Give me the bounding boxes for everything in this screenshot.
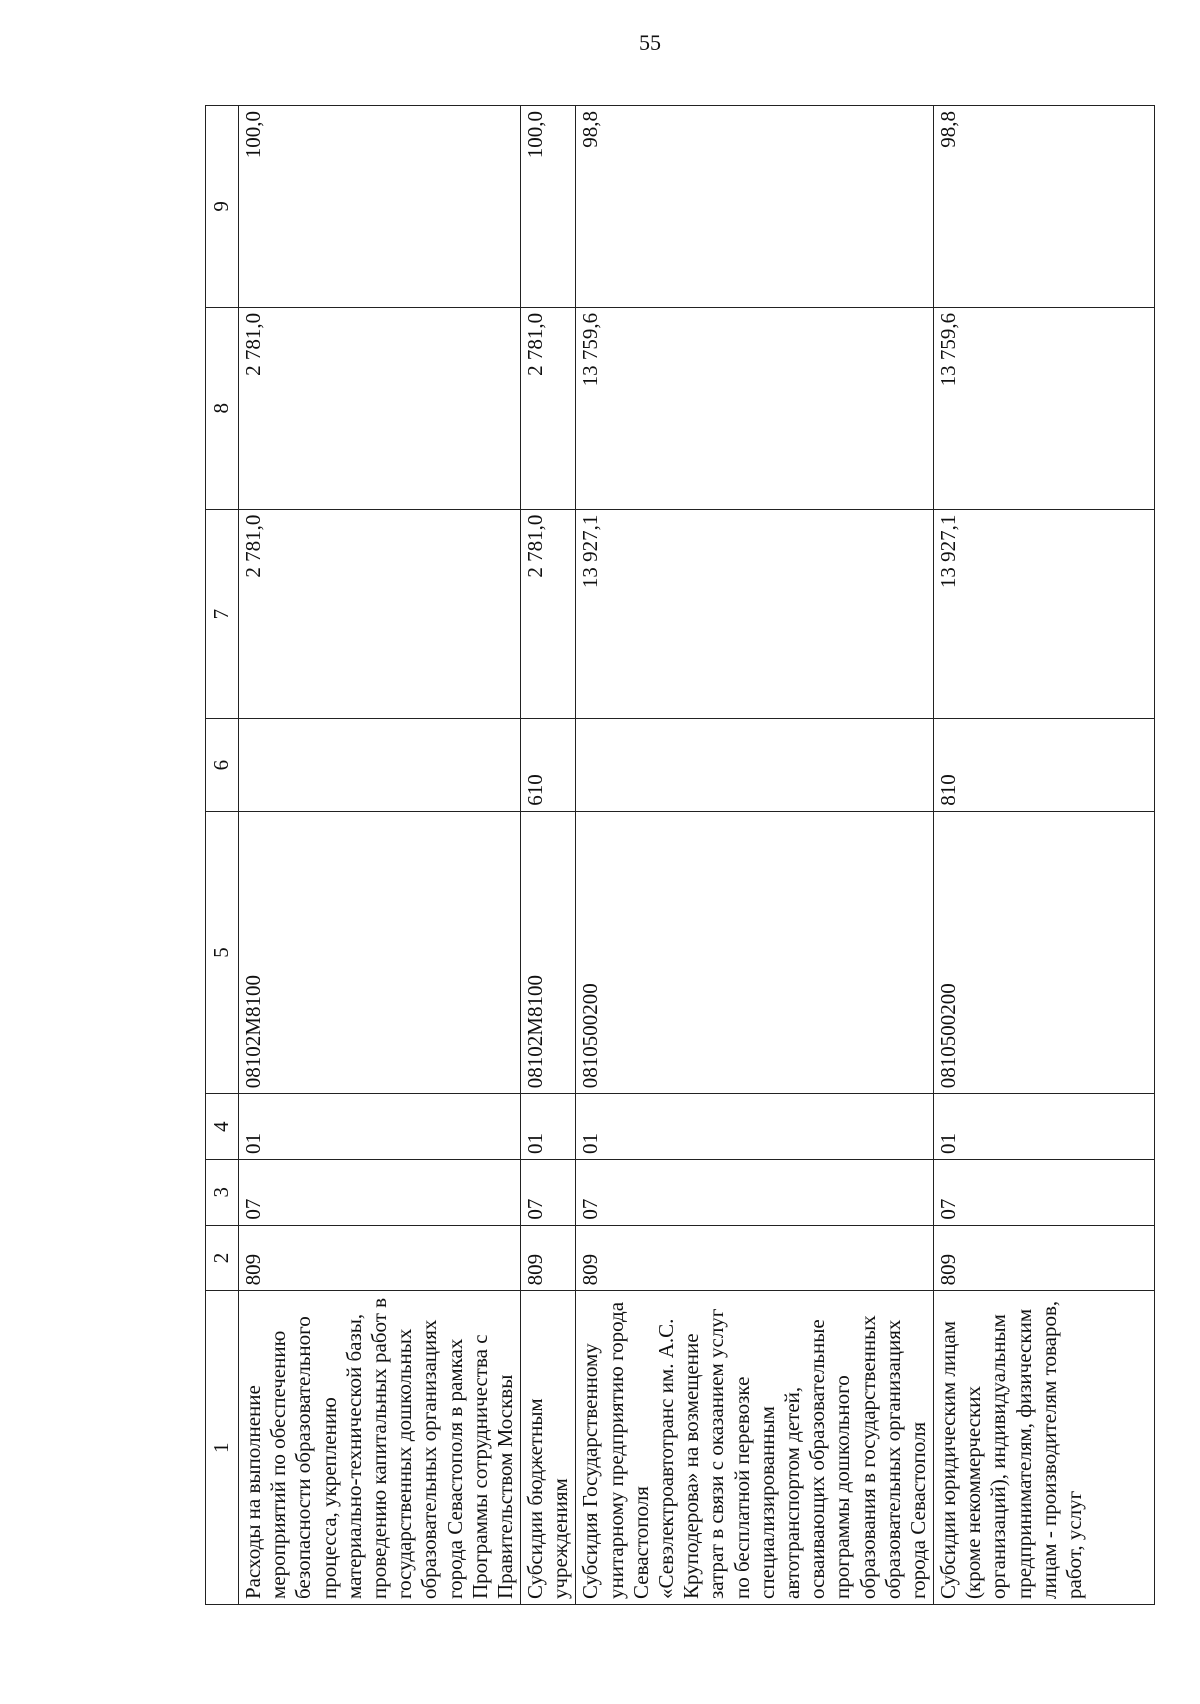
column-header: 5 — [206, 811, 239, 1094]
column-header: 9 — [206, 106, 239, 308]
cell-col2: 809 — [576, 1225, 934, 1291]
cell-col2: 809 — [521, 1225, 576, 1291]
column-header: 3 — [206, 1159, 239, 1225]
cell-col5: 0810500200 — [934, 811, 1155, 1094]
cell-col6: 810 — [934, 719, 1155, 811]
cell-col6 — [239, 719, 521, 811]
budget-table — [205, 105, 1155, 1605]
cell-col4: 01 — [576, 1094, 934, 1160]
page-number: 55 — [639, 30, 661, 55]
cell-col3: 07 — [239, 1159, 521, 1225]
cell-col5: 08102M8100 — [239, 811, 521, 1094]
table-header-row — [206, 106, 239, 1605]
cell-col8: 13 759,6 — [576, 307, 934, 509]
table-row — [239, 106, 521, 1605]
cell-col5: 08102M8100 — [521, 811, 576, 1094]
cell-col6 — [576, 719, 934, 811]
cell-col8: 2 781,0 — [521, 307, 576, 509]
cell-col6: 610 — [521, 719, 576, 811]
row-name: Субсидии бюджетным учреждениям — [521, 1291, 576, 1605]
cell-col4: 01 — [934, 1094, 1155, 1160]
cell-col4: 01 — [239, 1094, 521, 1160]
cell-col7: 2 781,0 — [239, 509, 521, 719]
cell-col7: 2 781,0 — [521, 509, 576, 719]
cell-col7: 13 927,1 — [576, 509, 934, 719]
rotated-table-wrapper — [205, 105, 1155, 1605]
table-row — [576, 106, 934, 1605]
cell-col2: 809 — [934, 1225, 1155, 1291]
column-header: 6 — [206, 719, 239, 811]
cell-col9: 98,8 — [934, 106, 1155, 308]
table-row — [521, 106, 576, 1605]
row-name: Субсидия Государственному унитарному предприятию города Севастополя «Севэлектроавтотранс им. А.С. Круподерова» на возмещение затрат в связи с оказанием услуг по бесплатной перевозке специализированным автотранспортом детей, осваивающих образовательные программы дошкольного образования в государственных образовательных организациях города Севастополя — [576, 1291, 934, 1605]
cell-col7: 13 927,1 — [934, 509, 1155, 719]
cell-col9: 98,8 — [576, 106, 934, 308]
column-header: 8 — [206, 307, 239, 509]
cell-col2: 809 — [239, 1225, 521, 1291]
column-header: 4 — [206, 1094, 239, 1160]
cell-col5: 0810500200 — [576, 811, 934, 1094]
cell-col8: 2 781,0 — [239, 307, 521, 509]
column-header: 2 — [206, 1225, 239, 1291]
cell-col3: 07 — [934, 1159, 1155, 1225]
column-header: 7 — [206, 509, 239, 719]
cell-col3: 07 — [521, 1159, 576, 1225]
row-name: Расходы на выполнение мероприятий по обеспечению безопасности образовательного процесса, укреплению материально-технической базы, проведению капитальных работ в государственных дошкольных образовательных организациях города Севастополя в рамках Программы сотрудничества с Правительством Москвы — [239, 1291, 521, 1605]
table-row — [934, 106, 1155, 1605]
cell-col3: 07 — [576, 1159, 934, 1225]
cell-col8: 13 759,6 — [934, 307, 1155, 509]
cell-col9: 100,0 — [239, 106, 521, 308]
column-header: 1 — [206, 1291, 239, 1605]
cell-col4: 01 — [521, 1094, 576, 1160]
row-name: Субсидии юридическим лицам (кроме некоммерческих организаций), индивидуальным предпринимателям, физическим лицам - производителям товаров, работ, услуг — [934, 1291, 1155, 1605]
cell-col9: 100,0 — [521, 106, 576, 308]
